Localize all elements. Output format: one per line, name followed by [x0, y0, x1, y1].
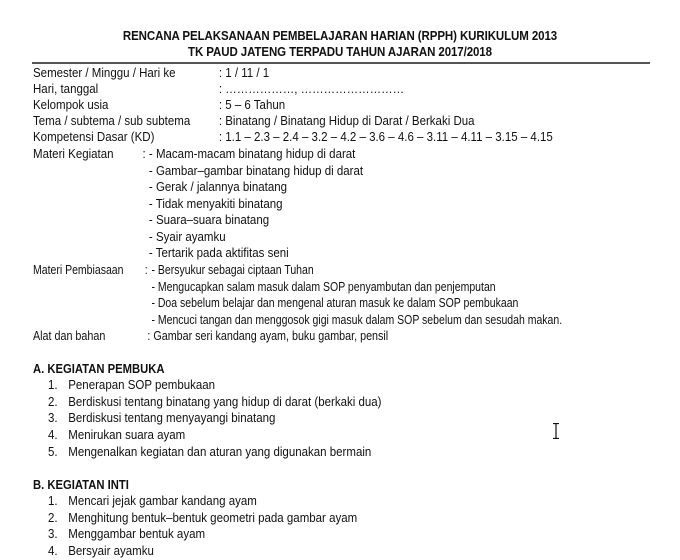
item-number: 2.: [48, 510, 58, 525]
section-a-heading: A. KEGIATAN PEMBUKA: [33, 362, 165, 376]
list-item: [48, 526, 357, 543]
item-text: Mencari jejak gambar kandang ayam: [68, 494, 257, 508]
list-item: - Tidak menyakiti binatang: [148, 196, 283, 211]
list-item: [48, 444, 382, 461]
item-number: 4.: [48, 544, 58, 559]
section-a-list: [48, 377, 382, 460]
item-number: 3.: [48, 527, 58, 542]
materi-kegiatan-list: [149, 146, 363, 262]
info-label: Kompetensi Dasar (KD): [33, 130, 155, 144]
item-text: Menghitung bentuk–bentuk geometri pada gambar ayam: [68, 510, 358, 525]
section-b-heading: B. KEGIATAN INTI: [33, 478, 129, 492]
item-text: Mengenalkan kegiatan dan aturan yang digunakan bermain: [68, 444, 372, 459]
item-number: 1.: [48, 494, 58, 508]
item-number: 3.: [48, 411, 58, 426]
info-label: Semester / Minggu / Hari ke: [33, 66, 176, 80]
list-item: - Suara–suara binatang: [148, 213, 270, 227]
item-text: Menirukan suara ayam: [68, 428, 186, 443]
item-text: Penerapan SOP pembukaan: [68, 378, 216, 392]
colon: :: [144, 263, 148, 277]
alat-bahan-value: : Gambar seri kandang ayam, buku gambar, pensil: [147, 329, 389, 343]
document-title-line2: TK PAUD JATENG TERPADU TAHUN AJARAN 2017/2018: [188, 45, 492, 59]
list-item: - Bersyukur sebagai ciptaan Tuhan: [151, 263, 314, 277]
list-item: [48, 493, 357, 510]
info-label: Kelompok usia: [33, 98, 109, 112]
info-row-theme: [33, 113, 475, 129]
info-row-kd: [33, 129, 553, 145]
title-divider: [32, 62, 650, 64]
list-item: [48, 543, 357, 560]
list-item: - Doa sebelum belajar dan mengenal aturan masuk ke dalam SOP pembukaan: [151, 296, 519, 310]
document-title-line1: RENCANA PELAKSANAAN PEMBELAJARAN HARIAN (RPPH) KURIKULUM 2013: [122, 29, 558, 43]
list-item: - Macam-macam binatang hidup di darat: [148, 147, 356, 161]
section-b-list: [48, 493, 357, 560]
item-text: Berdiskusi tentang binatang yang hidup di darat (berkaki dua): [68, 394, 382, 409]
list-item: [48, 510, 357, 527]
item-number: 2.: [48, 394, 58, 409]
list-item: [48, 377, 382, 394]
item-number: 5.: [48, 444, 58, 459]
list-item: - Mencuci tangan dan menggosok gigi masuk dalam SOP sebelum dan sesudah makan.: [151, 312, 563, 327]
info-row-semester: [33, 65, 269, 81]
list-item: - Tertarik pada aktifitas seni: [148, 246, 289, 260]
materi-pembiasaan-label: Materi Pembiasaan: [33, 263, 124, 277]
item-text: Bersyair ayamku: [68, 544, 154, 559]
list-item: [48, 427, 382, 444]
alat-bahan-row: [33, 328, 388, 344]
info-row-date: [33, 81, 404, 97]
list-item: - Gambar–gambar binatang hidup di darat: [148, 163, 364, 178]
list-item: - Mengucapkan salam masuk dalam SOP penyambutan dan penjemputan: [151, 279, 496, 294]
info-value: : Binatang / Binatang Hidup di Darat / Berkaki Dua: [218, 114, 475, 128]
alat-bahan-label: Alat dan bahan: [33, 329, 106, 343]
colon: :: [142, 147, 146, 161]
list-item: [48, 410, 382, 427]
list-item: [48, 394, 382, 411]
materi-pembiasaan-list: [151, 262, 562, 328]
list-item: - Gerak / jalannya binatang: [148, 180, 288, 194]
item-number: 4.: [48, 428, 58, 443]
info-value: : 1.1 – 2.3 – 2.4 – 3.2 – 4.2 – 3.6 – 4.6 – 3.11 – 4.11 – 3.15 – 4.15: [218, 130, 553, 144]
info-value: : 5 – 6 Tahun: [218, 98, 286, 112]
item-text: Berdiskusi tentang menyayangi binatang: [68, 411, 276, 426]
info-row-age-group: [33, 97, 285, 113]
info-value: : ………………, ………………………: [218, 82, 405, 96]
item-number: 1.: [48, 378, 58, 392]
info-label: Hari, tanggal: [33, 82, 99, 96]
text-cursor-icon: [552, 423, 560, 439]
info-label: Tema / subtema / sub subtema: [33, 114, 191, 128]
info-value: : 1 / 11 / 1: [218, 66, 270, 80]
item-text: Menggambar bentuk ayam: [68, 527, 206, 542]
materi-kegiatan-label: Materi Kegiatan: [33, 147, 114, 161]
list-item: - Syair ayamku: [148, 229, 226, 244]
